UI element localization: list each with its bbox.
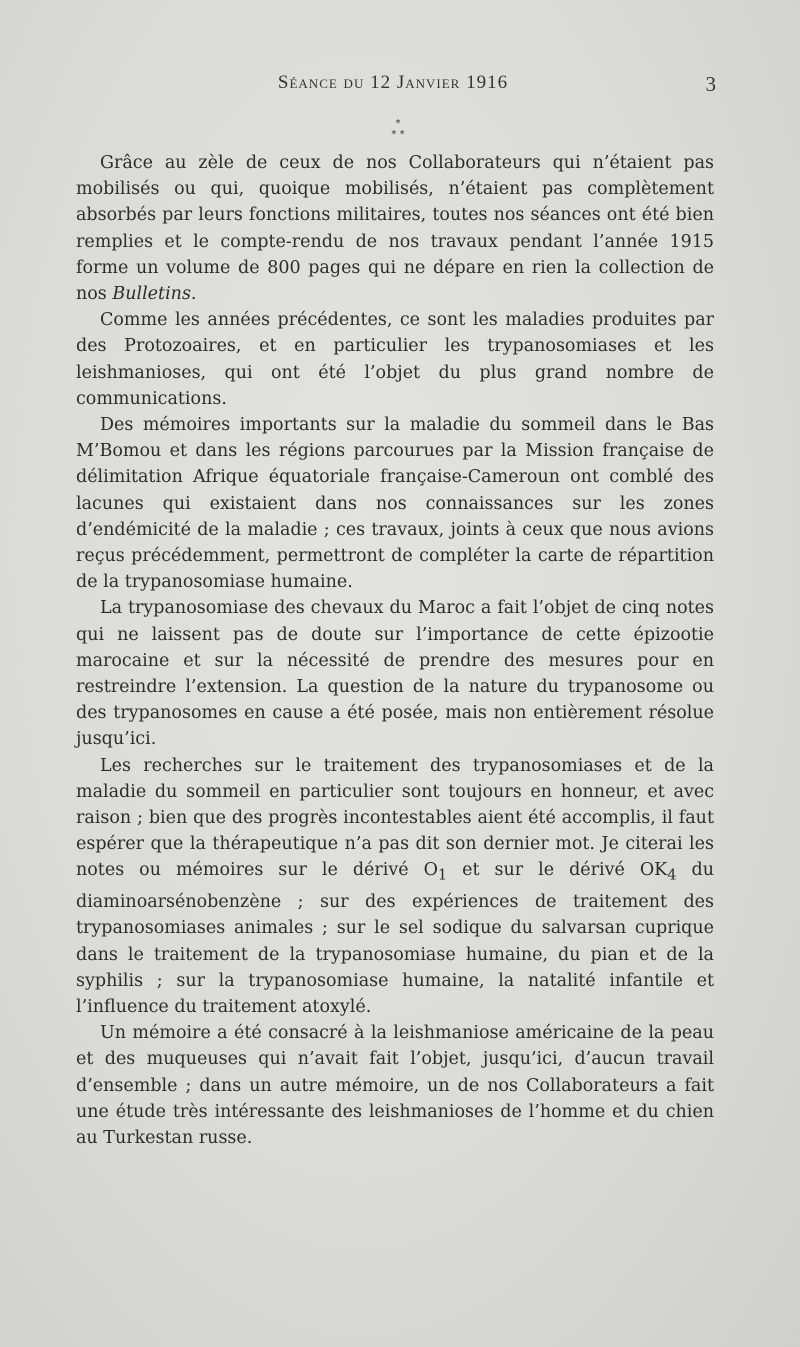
paragraph-5-text-b: et sur le dérivé OK bbox=[447, 860, 668, 881]
paragraph-1-end: . bbox=[190, 284, 197, 305]
running-title: Séance du 12 Janvier 1916 bbox=[277, 72, 509, 93]
asterism-bottom: * * bbox=[391, 129, 405, 140]
paragraph-2: Comme les années précédentes, ce sont les maladies produites par des Protozoaires, et en particulier les trypanosomiases et les leishmanioses, qui ont été l’objet du plus grand nombre de communications. bbox=[76, 310, 714, 409]
body-text bbox=[76, 150, 714, 1151]
subscript-1: 1 bbox=[437, 866, 448, 884]
paragraph-6: Un mémoire a été consacré à la leishmaniose américaine de la peau et des muqueuses qui n’avait fait l’objet, jusqu’ici, d’aucun travail d’ensemble ; dans un autre mémoire, un de nos Collaborateurs a fait une étude très intéressante des leishmanioses de l’homme et du chien au Turkestan russe. bbox=[76, 1023, 714, 1149]
section-asterism bbox=[370, 118, 426, 140]
paragraph-3: Des mémoires importants sur la maladie du sommeil dans le Bas M’Bomou et dans les régions parcourues par la Mission française de délimitation Afrique équatoriale française-Cameroun ont comblé des lacunes qui existaient dans nos connaissances sur les zones d’endémicité de la maladie ; ces travaux, joints à ceux que nous avions reçus précédemment, permettront de compléter la carte de répartition de la trypanosomiase humaine. bbox=[76, 415, 714, 593]
paragraph-4: La trypanosomiase des chevaux du Maroc a fait l’objet de cinq notes qui ne laissent pas de doute sur l’importance de cette épizootie marocaine et sur la nécessité de prendre des mesures pour en restreindre l’extension. La question de la nature du trypanosome ou des trypanosomes en cause a été posée, mais non entièrement résolue jusqu’ici. bbox=[76, 598, 714, 750]
paragraph-1-text: Grâce au zèle de ceux de nos Collaborateurs qui n’étaient pas mobilisés ou qui, quoique mobilisés, n’étaient pas complètement absorbés par leurs fonctions militaires, toutes nos séances ont été bien remplies et le compte-rendu de nos travaux pendant l’année 1915 forme un volume de 800 pages qui ne dépare en rien la collection de nos bbox=[76, 153, 714, 305]
paragraph-5-text-a: Les recherches sur le traitement des trypanosomiases et de la maladie du sommeil en particulier sont toujours en honneur, et avec raison ; bien que des progrès incontestables aient été accomplis, il faut espérer que la thérapeutique n’a pas dit son dernier mot. Je citerai les notes ou mémoires sur le dérivé O bbox=[76, 755, 714, 881]
bulletins-title: Bulletins bbox=[112, 284, 191, 305]
subscript-2: 4 bbox=[667, 866, 677, 884]
page-header bbox=[70, 72, 716, 102]
paragraph-5-text-c: du diaminoarsénobenzène ; sur des expériences de traitement des trypanosomiases animales ; sur le sel sodique du salvarsan cuprique dans le traitement de la trypanosomiase humaine, du pian et de la syphilis ; sur la trypanosomiase humaine, la natalité infantile et l’influence du traitement atoxylé. bbox=[76, 860, 714, 1017]
page-number: 3 bbox=[705, 72, 716, 96]
asterism-top: * bbox=[395, 118, 401, 129]
paragraph-5 bbox=[76, 753, 714, 1021]
paragraph-1 bbox=[76, 150, 714, 307]
